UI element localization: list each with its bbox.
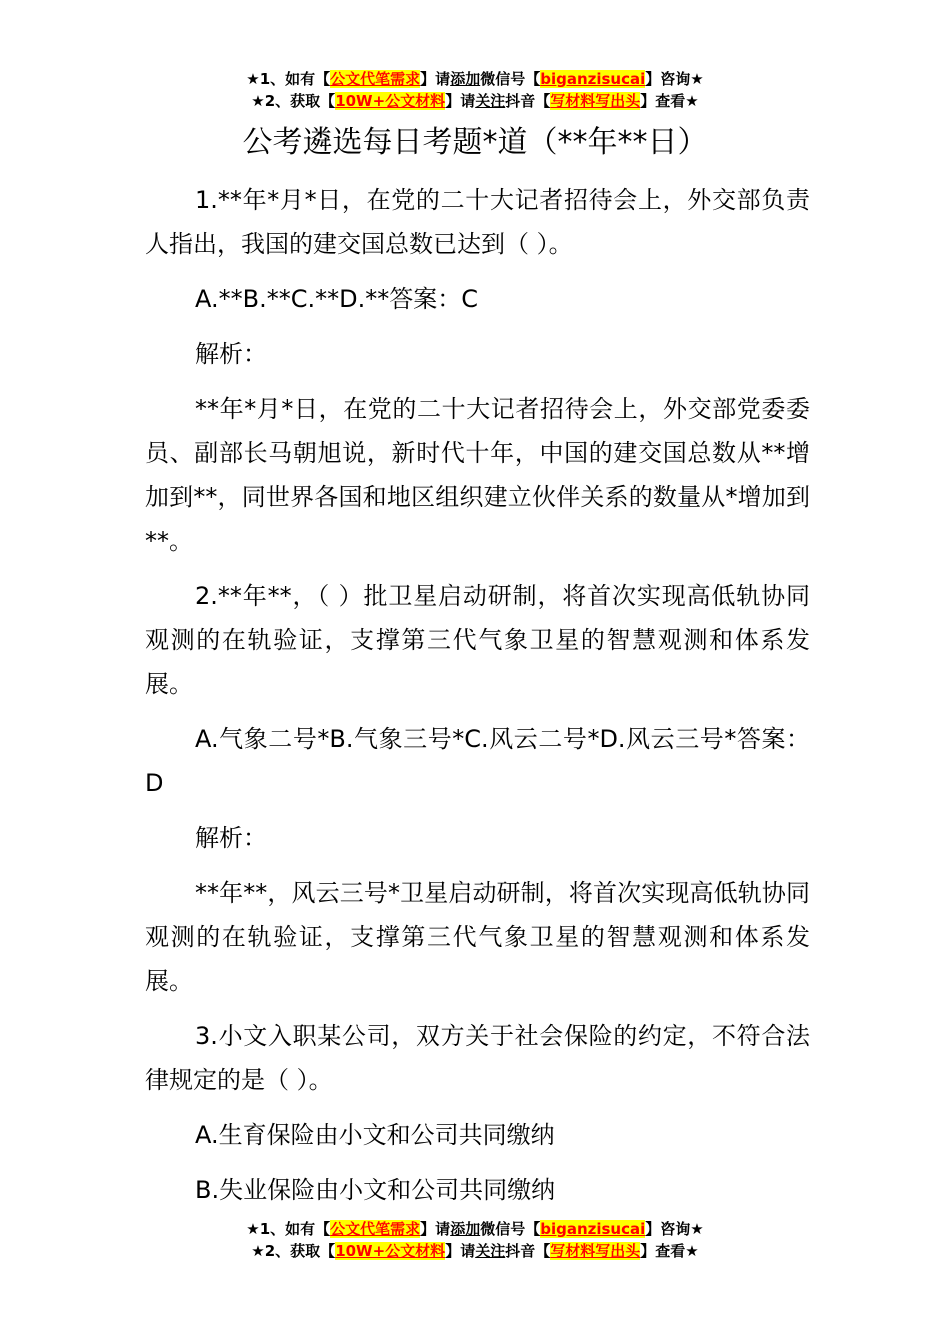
banner-text: ★2、获取【 bbox=[251, 92, 336, 110]
banner-line-1 bbox=[0, 68, 950, 90]
wechat-id-highlight: biganzisucai bbox=[540, 1220, 646, 1238]
document-body bbox=[145, 178, 810, 1223]
banner-text: 】请 bbox=[445, 1242, 476, 1260]
paragraph: 解析： bbox=[195, 824, 267, 852]
paragraph: 1.**年*月*日，在党的二十大记者招待会上，外交部负责人指出，我国的建交国总数已达到（ ）。 bbox=[145, 186, 810, 258]
paragraph: 2.**年**，（ ）批卫星启动研制，将首次实现高低轨协同观测的在轨验证，支撑第三代气象卫星的智慧观测和体系发展。 bbox=[145, 582, 810, 698]
follow-text: 关注 bbox=[475, 92, 506, 110]
banner-text: 】查看★ bbox=[640, 1242, 699, 1260]
banner-text: 】查看★ bbox=[640, 92, 699, 110]
header-banner bbox=[0, 68, 950, 112]
banner-line-2 bbox=[0, 90, 950, 112]
paragraph: B.失业保险由小文和公司共同缴纳 bbox=[195, 1176, 556, 1204]
service-highlight: 公文代笔需求 bbox=[330, 1220, 421, 1238]
paragraph: A.气象二号*B.气象三号*C.风云二号*D.风云三号*答案：D bbox=[145, 725, 810, 797]
follow-text: 关注 bbox=[475, 1242, 506, 1260]
banner-text: 】请 bbox=[420, 1220, 451, 1238]
banner-text: ★1、如有【 bbox=[246, 70, 331, 88]
banner-text: 】咨询★ bbox=[645, 1220, 704, 1238]
banner-line-1 bbox=[0, 1218, 950, 1240]
banner-line-2 bbox=[0, 1240, 950, 1262]
banner-text: ★2、获取【 bbox=[251, 1242, 336, 1260]
document-title: 公考遴选每日考题*道（**年**日） bbox=[242, 125, 708, 160]
footer-banner bbox=[0, 1218, 950, 1262]
douyin-id-highlight: 写材料写出头 bbox=[550, 1242, 641, 1260]
banner-text: 抖音【 bbox=[505, 1242, 551, 1260]
banner-text: 微信号【 bbox=[480, 1220, 541, 1238]
paragraph: 3.小文入职某公司，双方关于社会保险的约定，不符合法律规定的是（ ）。 bbox=[145, 1022, 810, 1094]
paragraph: A.**B.**C.**D.**答案：C bbox=[195, 285, 478, 313]
banner-text: ★1、如有【 bbox=[246, 1220, 331, 1238]
add-text: 添加 bbox=[450, 1220, 481, 1238]
service-highlight: 公文代笔需求 bbox=[330, 70, 421, 88]
paragraph: A.生育保险由小文和公司共同缴纳 bbox=[195, 1121, 555, 1149]
banner-text: 】咨询★ bbox=[645, 70, 704, 88]
materials-highlight: 10W+公文材料 bbox=[335, 92, 446, 110]
add-text: 添加 bbox=[450, 70, 481, 88]
materials-highlight: 10W+公文材料 bbox=[335, 1242, 446, 1260]
banner-text: 】请 bbox=[445, 92, 476, 110]
paragraph: **年*月*日，在党的二十大记者招待会上，外交部党委委员、副部长马朝旭说，新时代十年，中国的建交国总数从**增加到**，同世界各国和地区组织建立伙伴关系的数量从*增加到**。 bbox=[145, 395, 810, 555]
paragraph: **年**，风云三号*卫星启动研制，将首次实现高低轨协同观测的在轨验证，支撑第三代气象卫星的智慧观测和体系发展。 bbox=[145, 879, 810, 995]
wechat-id-highlight: biganzisucai bbox=[540, 70, 646, 88]
banner-text: 抖音【 bbox=[505, 92, 551, 110]
banner-text: 】请 bbox=[420, 70, 451, 88]
paragraph: 解析： bbox=[195, 340, 267, 368]
banner-text: 微信号【 bbox=[480, 70, 541, 88]
douyin-id-highlight: 写材料写出头 bbox=[550, 92, 641, 110]
